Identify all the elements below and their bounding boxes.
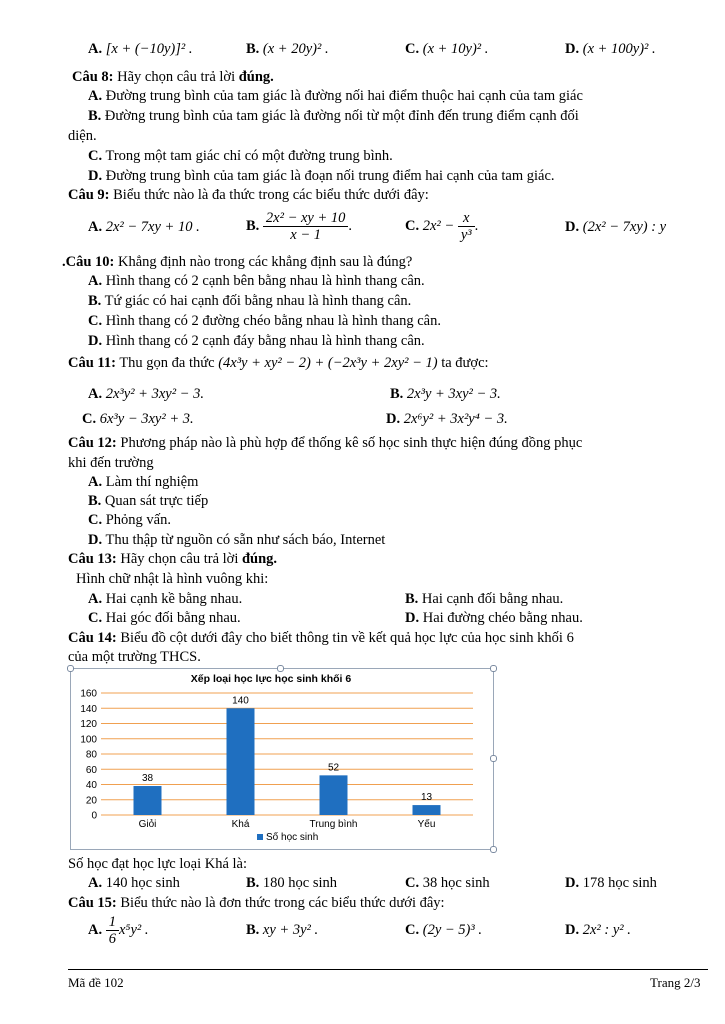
q10-stem: .Câu 10: Khẳng định nào trong các khẳng định sau là đúng? [62,254,413,270]
q11-option-a: A. 2x³y² + 3xy² − 3. [88,386,204,402]
footer-exam-code: Mã đề 102 [68,975,124,990]
q10-option-c: C. Hình thang có 2 đường chéo bằng nhau là hình thang cân. [88,313,441,329]
bar-chart-frame[interactable] [70,668,494,850]
y-tick-label: 140 [80,703,97,715]
q10-option-a: A. Hình thang có 2 cạnh bên bằng nhau là hình thang cân. [88,273,425,289]
bar-value-label: 13 [420,792,433,804]
q7-option-b: B. (x + 20y)² . [246,41,329,57]
resize-handle-top[interactable] [277,665,284,672]
q8-option-a: A. Đường trung bình của tam giác là đường nối hai điểm thuộc hai cạnh của tam giác [88,88,583,104]
q9-option-c: C. 2x² − $\frac{x}{\text{y³}}$ . [405,210,479,244]
q12-stem-continued: khi đến trường [68,455,154,471]
x-tick-label: Yếu [417,819,436,830]
q10-option-b: B. Tứ giác có hai cạnh đối bằng nhau là hình thang cân. [88,293,412,309]
q13-option-b: B. Hai cạnh đối bằng nhau. [405,591,564,607]
bar-value-label: 140 [232,695,249,707]
y-tick-label: 120 [80,719,97,730]
bar-value-label: 38 [141,773,154,785]
q8-option-d: D. Đường trung bình của tam giác là đoạn nối trung điểm hai cạnh của tam giác. [88,168,555,184]
bar-2 [320,775,348,815]
y-tick-label: 160 [80,688,97,700]
y-tick-label: 100 [80,734,97,746]
resize-handle-top-left[interactable] [67,665,74,672]
q12-option-b: B. Quan sát trực tiếp [88,493,209,509]
q15-option-a: A. $\frac{1}{6}$ x⁵y² . [88,914,149,948]
q11-stem: Câu 11: Thu gọn đa thức (4x³y + xy² − 2) + (−2x³y + 2xy² − 1) ta được: [68,355,489,371]
q13-option-d: D. Hai đường chéo bằng nhau. [405,610,583,626]
q15-stem: Câu 15: Biểu thức nào là đơn thức trong các biểu thức dưới đây: [68,895,445,911]
q14-stem-continued: của một trường THCS. [68,649,201,665]
y-tick-label: 0 [91,810,97,822]
x-tick-label: Giỏi [138,819,157,830]
resize-handle-bottom-right[interactable] [490,846,497,853]
bar-0 [134,786,162,815]
q14-question: Số học đạt học lực loại Khá là: [68,856,247,872]
q8-option-c: C. Trong một tam giác chỉ có một đường trung bình. [88,148,393,164]
q14-option-a: A. 140 học sinh [88,875,180,891]
q9-option-d: D. (2x² − 7xy) : y [565,219,667,235]
q15-option-c: C. (2y − 5)³ . [405,922,482,938]
x-tick-label: Khá [231,819,250,830]
chart-bars [134,708,441,815]
bar-value-label: 52 [327,762,340,774]
q13-stem: Câu 13: Hãy chọn câu trả lời đúng. [68,551,278,567]
q11-option-c: C. 6x³y − 3xy² + 3. [82,411,194,427]
bar-3 [413,805,441,815]
q8-option-b-continued: diện. [68,128,97,144]
legend-label: Số học sinh [266,832,319,843]
q9-option-a: A. 2x² − 7xy + 10 . [88,219,200,235]
footer-rule [68,969,708,970]
q15-option-d: D. 2x² : y² . [565,922,631,938]
q10-option-d: D. Hình thang có 2 cạnh đáy bằng nhau là hình thang cân. [88,333,425,349]
q13-option-c: C. Hai góc đối bằng nhau. [88,610,241,626]
q14-stem: Câu 14: Biểu đồ cột dưới đây cho biết thông tin về kết quả học lực của học sinh khối 6 [68,630,574,646]
q12-option-a: A. Làm thí nghiệm [88,474,199,490]
q14-option-b: B. 180 học sinh [246,875,338,891]
y-tick-label: 60 [85,764,97,776]
q7-option-c: C. (x + 10y)² . [405,41,489,57]
legend-swatch [257,834,263,840]
resize-handle-right[interactable] [490,755,497,762]
y-tick-label: 40 [85,780,97,791]
q14-option-c: C. 38 học sinh [405,875,490,891]
chart-data-labels [142,695,433,803]
q12-stem: Câu 12: Phương pháp nào là phù hợp để thống kê số học sinh thực hiện đúng đồng phục [68,435,583,451]
x-tick-label: Trung bình [309,819,358,830]
q13-substem: Hình chữ nhật là hình vuông khi: [76,571,269,587]
bar-chart [71,669,493,849]
q11-option-d: D. 2x⁶y² + 3x²y⁴ − 3. [386,411,508,427]
q15-a-fraction: $\frac{1}{6}$ [106,914,119,947]
resize-handle-top-right[interactable] [490,665,497,672]
q14-option-d: D. 178 học sinh [565,875,657,891]
footer-page-number: Trang 2/3 [650,975,701,990]
q7-option-d: D. (x + 100y)² . [565,41,656,57]
q15-option-b: B. xy + 3y² . [246,922,319,938]
chart-title: Xếp loại học lực học sinh khối 6 [190,673,352,685]
q9-stem: Câu 9: Biểu thức nào là đa thức trong các biểu thức dưới đây: [68,187,429,203]
chart-x-tick-labels [139,818,436,830]
y-tick-label: 20 [85,795,97,807]
y-tick-label: 80 [85,749,97,761]
chart-legend [257,831,318,843]
q7-option-a: A. [x + (−10y)]² . [88,41,193,57]
q11-option-b: B. 2x³y + 3xy² − 3. [390,386,501,402]
q9-option-b: B. $\frac{\text{2x² − xy + 10}}{x - 1}$ . [246,210,353,244]
q8-option-b: B. Đường trung bình của tam giác là đường nối từ một đỉnh đến trung điểm cạnh đối [88,108,579,124]
q8-stem: Câu 8: Hãy chọn câu trả lời đúng. [72,69,274,85]
q12-option-c: C. Phỏng vấn. [88,512,171,528]
q9-c-fraction: $\frac{x}{\text{y³}}$ [458,210,475,243]
q9-b-fraction: $\frac{\text{2x² − xy + 10}}{x - 1}$ [263,210,348,243]
q13-option-a: A. Hai cạnh kề bằng nhau. [88,591,243,607]
chart-y-tick-labels [80,689,97,822]
q12-option-d: D. Thu thập từ nguồn có sẵn như sách báo, Internet [88,532,386,548]
bar-1 [227,708,255,815]
